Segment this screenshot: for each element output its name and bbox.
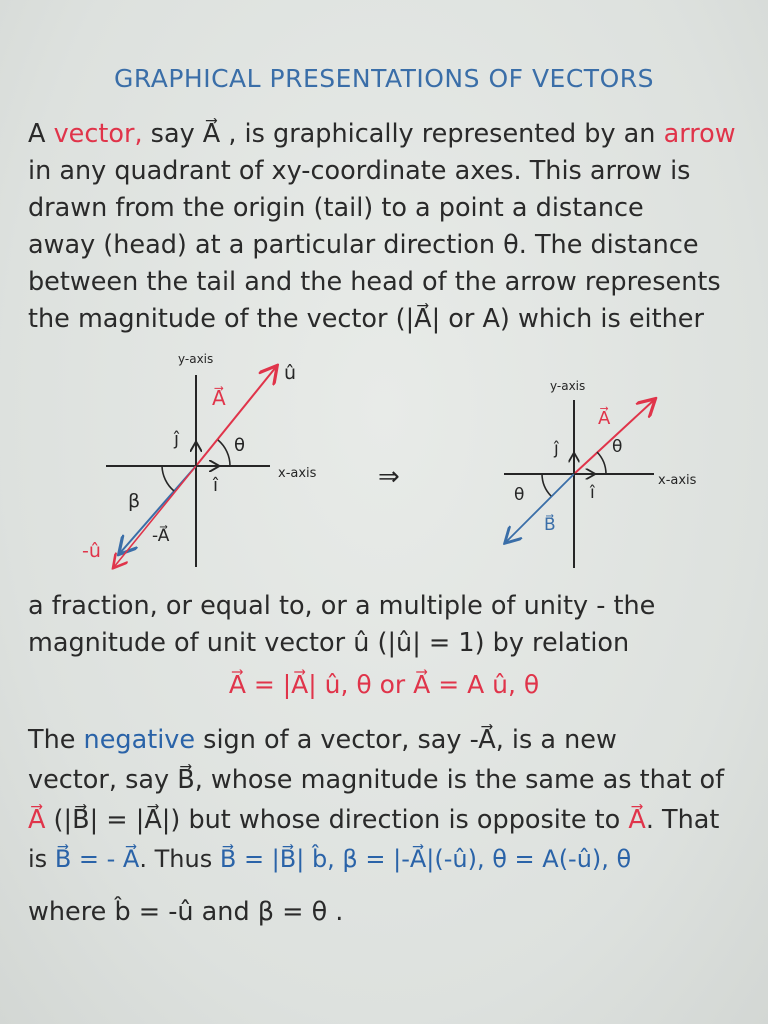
left-beta-label: β xyxy=(128,490,141,512)
negative-line-4 xyxy=(28,845,631,873)
right-theta-arc-bottom xyxy=(542,474,551,496)
left-y-axis-label: y-axis xyxy=(178,352,214,366)
left-i-label: î xyxy=(213,475,219,496)
intro-vector-word: vector, xyxy=(53,119,143,149)
negative-eq-3: b̂ = -û and β = θ . xyxy=(114,897,344,927)
negative-text-1: The xyxy=(28,725,84,755)
negative-word: negative xyxy=(83,725,196,755)
intro-text-1: A xyxy=(28,119,54,149)
left-beta-arc xyxy=(162,466,174,491)
negative-line-1 xyxy=(28,725,617,755)
negative-A-1: A⃗ xyxy=(28,805,46,835)
negative-eq-1: B⃗ = - A⃗ xyxy=(54,845,140,873)
right-vector-diagram xyxy=(494,372,724,572)
left-negA-label: -A⃗ xyxy=(152,526,170,546)
right-y-axis-label: y-axis xyxy=(550,379,586,393)
left-theta-label: θ xyxy=(234,435,246,456)
negative-line-2: vector, say B⃗, whose magnitude is the same as that of xyxy=(28,765,725,795)
intro-arrow-word: arrow xyxy=(663,119,736,149)
right-vector-A-label: A⃗ xyxy=(598,408,611,429)
negative-line-5 xyxy=(28,897,343,927)
left-vector-A-label: A⃗ xyxy=(212,386,226,410)
intro-paragraph xyxy=(28,116,758,338)
left-vector-diagram xyxy=(82,345,350,585)
relation-equation: A⃗ = |A⃗| û, θ or A⃗ = A û, θ xyxy=(228,670,540,699)
negative-text-4: . That xyxy=(645,805,720,835)
negative-A-2: A⃗ xyxy=(628,805,646,835)
negative-where: where xyxy=(28,897,115,927)
left-unit-u-label: û xyxy=(284,362,297,384)
negative-is: is xyxy=(28,845,55,873)
implies-arrow: ⇒ xyxy=(378,462,400,492)
right-theta-arc-top xyxy=(597,452,606,474)
left-unit-u-segment xyxy=(114,466,196,567)
negative-text-2: sign of a vector, say -A⃗, is a new xyxy=(195,725,617,755)
right-i-label: î xyxy=(590,483,595,503)
left-neg-u-label: -û xyxy=(82,540,101,562)
right-theta-bottom-label: θ xyxy=(514,485,525,505)
negative-thus: . Thus xyxy=(139,845,220,873)
right-theta-top-label: θ xyxy=(612,437,623,457)
left-theta-arc xyxy=(218,440,230,466)
negative-line-3 xyxy=(28,805,719,835)
right-j-label: ĵ xyxy=(554,439,559,459)
page-title: GRAPHICAL PRESENTATIONS OF VECTORS xyxy=(114,64,654,93)
negative-eq-2: B⃗ = |B⃗| b̂, β = |-A⃗|(-û), θ = A(-û), θ xyxy=(219,845,632,873)
left-j-label: ĵ xyxy=(174,429,180,450)
left-x-axis-label: x-axis xyxy=(278,466,317,481)
negative-text-3: (|B⃗| = |A⃗|) but whose direction is opposite to xyxy=(45,805,629,835)
intro-text-2: say A⃗ , is graphically represented by an xyxy=(142,119,664,149)
right-x-axis-label: x-axis xyxy=(658,473,697,488)
intro-text-rest: in any quadrant of xy-coordinate axes. This arrow is drawn from the origin (tail) to a point a distance away (head) at a particular direction θ. The distance between the tail and the head of the arrow represents the magnitude of the vector (|A⃗| or A) which is either xyxy=(28,156,721,334)
continuation-paragraph: a fraction, or equal to, or a multiple of unity - the magnitude of unit vector û (|û| = 1) by relation xyxy=(28,591,656,658)
right-vector-B-label: B⃗ xyxy=(544,515,556,535)
